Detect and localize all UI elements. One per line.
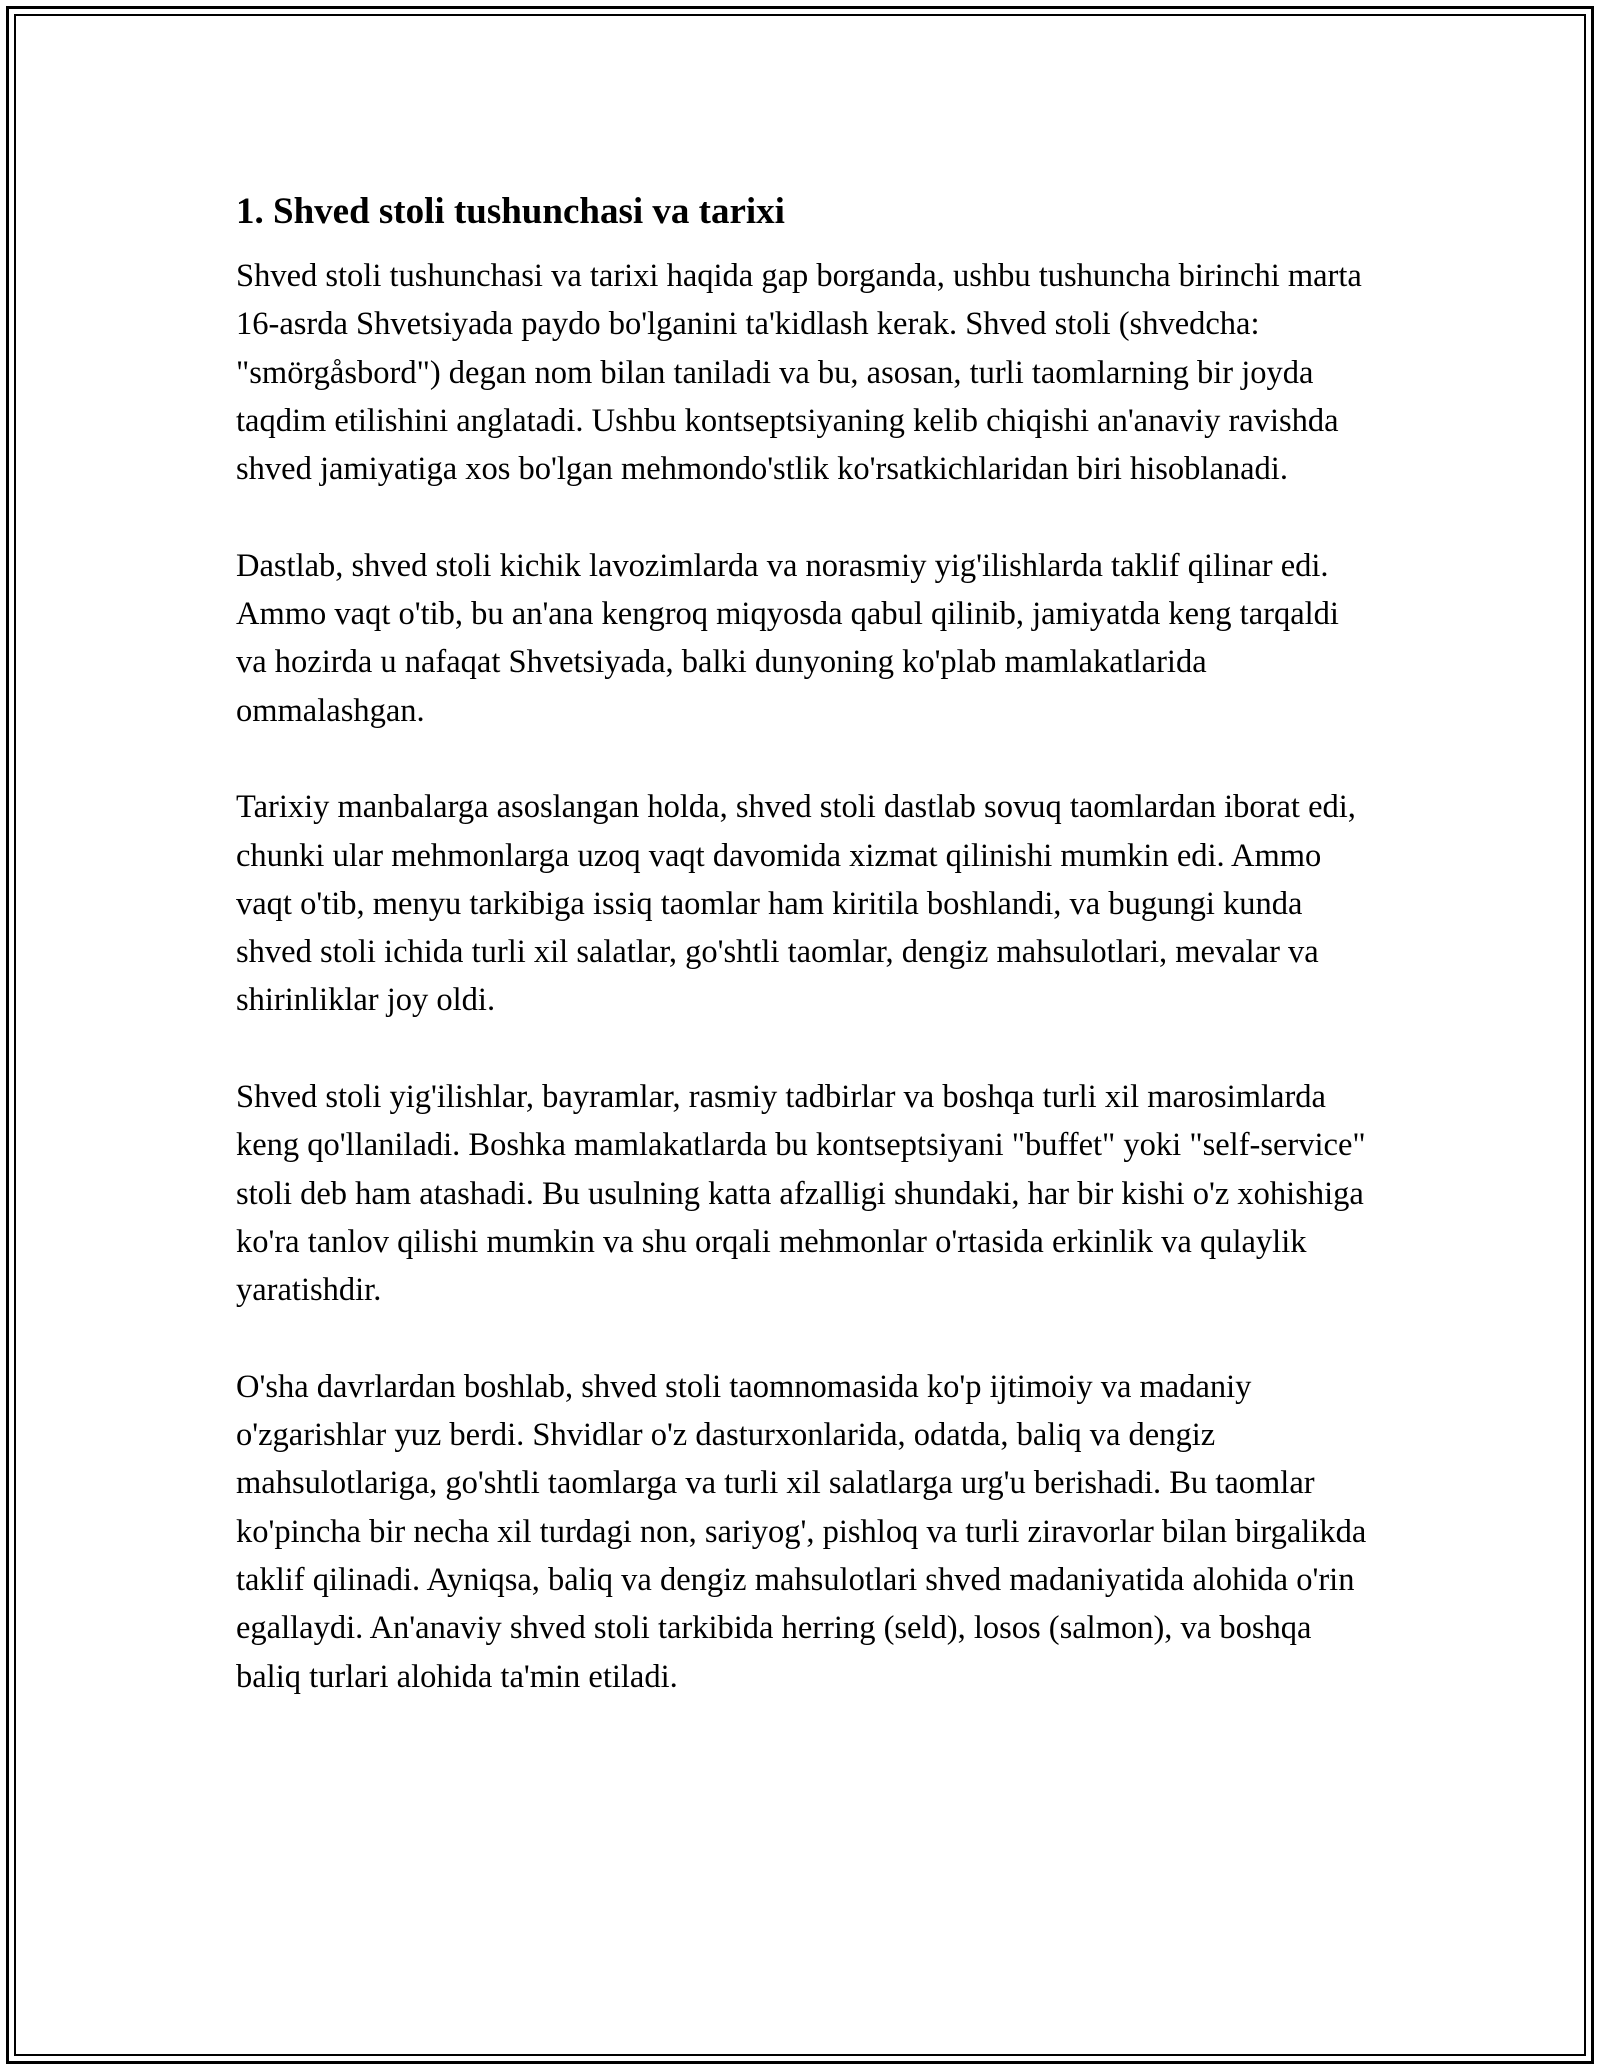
paragraph-4: Shved stoli yig'ilishlar, bayramlar, rasmiy tadbirlar va boshqa turli xil marosimlarda keng qo'llaniladi. Boshka mamlakatlarda bu kontseptsiyani "buffet" yoki "self-service" stoli deb ham atashadi. Bu usulning katta afzalligi shundaki, har bir kishi o'z xohishiga ko'ra tanlov qilishi mumkin va shu orqali mehmonlar o'rtasida erkinlik va qulaylik yaratishdir. — [236, 1079, 1366, 1309]
document-body — [236, 186, 1372, 1749]
paragraph-1: Shved stoli tushunchasi va tarixi haqida gap borganda, ushbu tushuncha birinchi marta 16-asrda Shvetsiyada paydo bo'lganini ta'kidlash kerak. Shved stoli (shvedcha: "smörgåsbord") degan nom bilan taniladi va bu, asosan, turli taomlarning bir joyda taqdim etilishini anglatadi. Ushbu kontseptsiyaning kelib chiqishi an'anaviy ravishda shved jamiyatiga xos bo'lgan mehmondo'stlik ko'rsatkichlaridan biri hisoblanadi. — [236, 258, 1362, 488]
paragraph-2: Dastlab, shved stoli kichik lavozimlarda va norasmiy yig'ilishlarda taklif qilinar edi. Ammo vaqt o'tib, bu an'ana kengroq miqyosda qabul qilinib, jamiyatda keng tarqaldi va hozirda u nafaqat Shvetsiyada, balki dunyoning ko'plab mamlakatlarida ommalashgan. — [236, 547, 1339, 729]
section-heading: 1. Shved stoli tushunchasi va tarixi — [236, 191, 785, 232]
paragraph-3: Tarixiy manbalarga asoslangan holda, shved stoli dastlab sovuq taomlardan iborat edi, chunki ular mehmonlarga uzoq vaqt davomida xizmat qilinishi mumkin edi. Ammo vaqt o'tib, menyu tarkibiga issiq taomlar ham kiritila boshlandi, va bugungi kunda shved stoli ichida turli xil salatlar, go'shtli taomlar, dengiz mahsulotlari, mevalar va shirinliklar joy oldi. — [236, 789, 1356, 1019]
paragraph-5: O'sha davrlardan boshlab, shved stoli taomnomasida ko'p ijtimoiy va madaniy o'zgarishlar yuz berdi. Shvidlar o'z dasturxonlarida, odatda, baliq va dengiz mahsulotlariga, go'shtli taomlarga va turli xil salatlarga urg'u berishadi. Bu taomlar ko'pincha bir necha xil turdagi non, sariyog', pishloq va turli ziravorlar bilan birgalikda taklif qilinadi. Ayniqsa, baliq va dengiz mahsulotlari shved madaniyatida alohida o'rin egallaydi. An'anaviy shved stoli tarkibida herring (seld), losos (salmon), va boshqa baliq turlari alohida ta'min etiladi. — [236, 1368, 1367, 1695]
